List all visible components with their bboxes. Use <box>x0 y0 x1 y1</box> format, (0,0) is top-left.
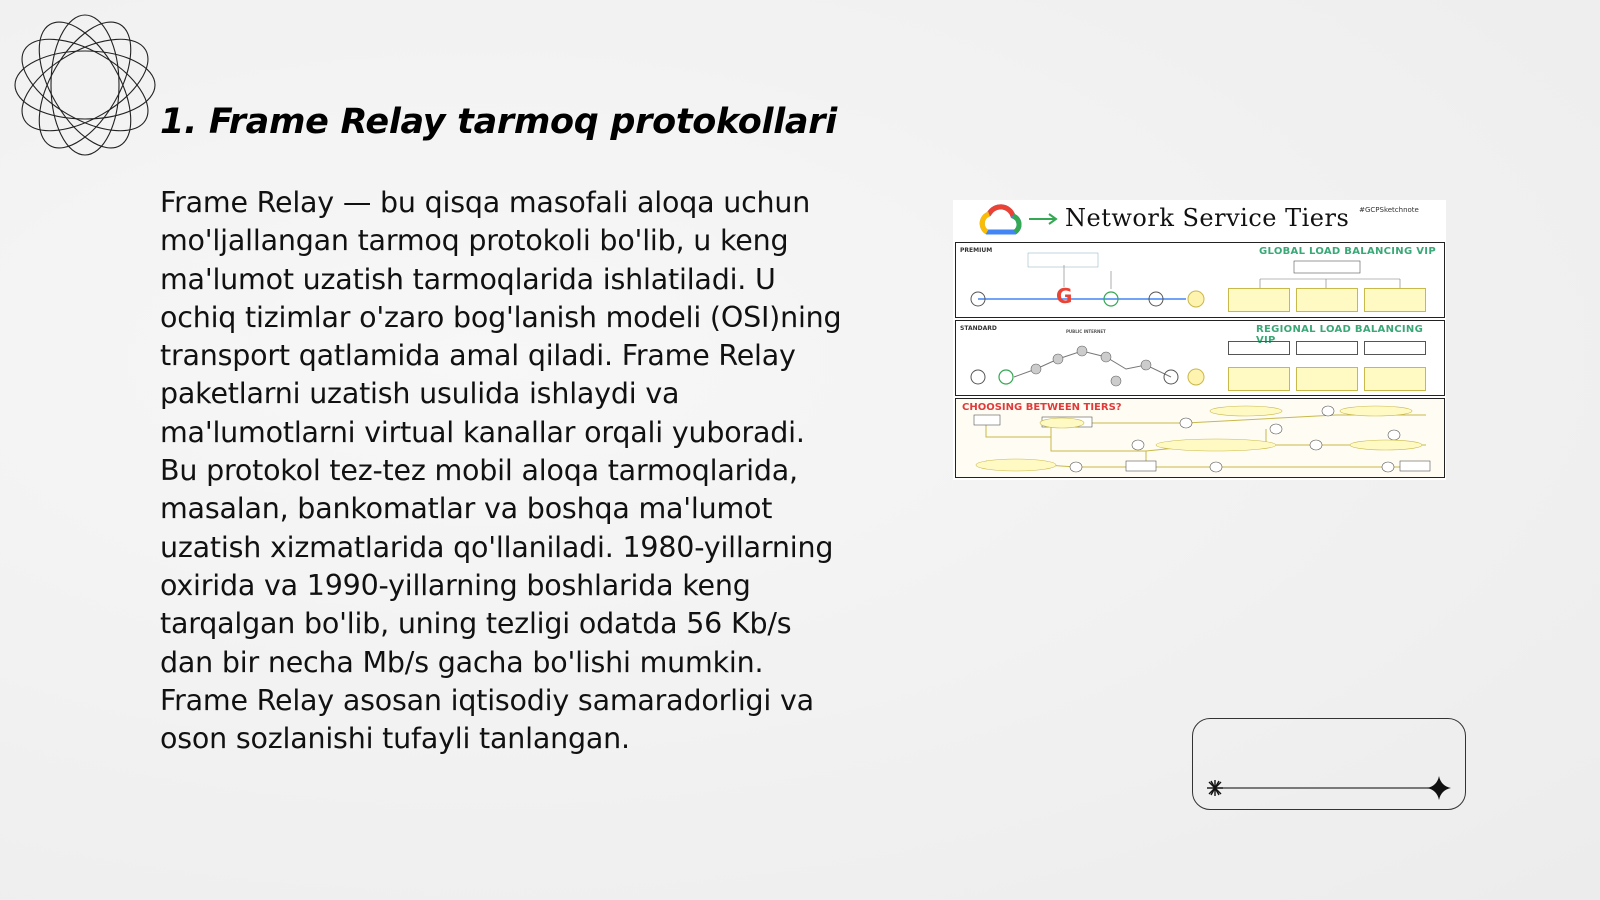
network-service-tiers-infographic <box>953 200 1446 480</box>
standard-lb-box-1 <box>1228 341 1290 355</box>
sparkle-line-decoration <box>1193 719 1465 809</box>
standard-lb-box-3 <box>1364 341 1426 355</box>
choosing-tiers-panel <box>955 398 1445 478</box>
premium-region-box-1 <box>1228 288 1290 312</box>
infographic-title: Network Service Tiers <box>1065 204 1350 232</box>
infographic-handle: #GCPSketchnote <box>1359 206 1419 214</box>
premium-tier-panel <box>955 242 1445 318</box>
public-internet-label: PUBLIC INTERNET <box>1066 329 1106 334</box>
svg-text:G: G <box>1056 284 1073 308</box>
google-cloud-logo-icon <box>975 202 1025 240</box>
standard-lb-box-2 <box>1296 341 1358 355</box>
regional-vip-label: REGIONAL LOAD BALANCING VIP <box>1256 324 1424 346</box>
slide-body-paragraph: Frame Relay — bu qisqa masofali aloqa uchun mo'ljallangan tarmoq protokoli bo'lib, u keng ma'lumot uzatish tarmoqlarida ishlatiladi. U ochiq tizimlar o'zaro bog'lanish modeli (OSI)ning transport qatlamida amal qiladi. Frame Relay paketlarni uzatish usulida ishlaydi va ma'lumotlarni virtual kanallar orqali yuboradi. Bu protokol tez-tez mobil aloqa tarmoqlarida, masalan, bankomatlar va boshqa ma'lumot uzatish xizmatlarida qo'llaniladi. 1980-yillarning oxirida va 1990-yillarning boshlarida keng tarqalgan bo'lib, uning tezligi odatda 56 Kb/s dan bir necha Mb/s gacha bo'lishi mumkin. Frame Relay asosan iqtisodiy samaradorligi va oson sozlanishi tufayli tanlangan. <box>160 186 842 756</box>
standard-tier-panel <box>955 320 1445 396</box>
premium-region-box-3 <box>1364 288 1426 312</box>
standard-region-box-2 <box>1296 367 1358 391</box>
standard-region-box-3 <box>1364 367 1426 391</box>
choosing-tiers-label: CHOOSING BETWEEN TIERS? <box>962 402 1122 413</box>
standard-label: STANDARD <box>960 325 997 332</box>
slide-title: 1. Frame Relay tarmoq protokollari <box>160 102 837 142</box>
standard-region-box-1 <box>1228 367 1290 391</box>
infographic-header <box>953 200 1446 242</box>
decorative-frame <box>1192 718 1466 810</box>
premium-region-box-2 <box>1296 288 1358 312</box>
global-vip-label: GLOBAL LOAD BALANCING VIP <box>1259 246 1436 257</box>
premium-label: PREMIUM <box>960 247 993 254</box>
decision-flow-diagram <box>956 399 1444 477</box>
rosette-ornament-icon <box>10 10 160 160</box>
arrow-right-icon <box>1027 212 1059 226</box>
